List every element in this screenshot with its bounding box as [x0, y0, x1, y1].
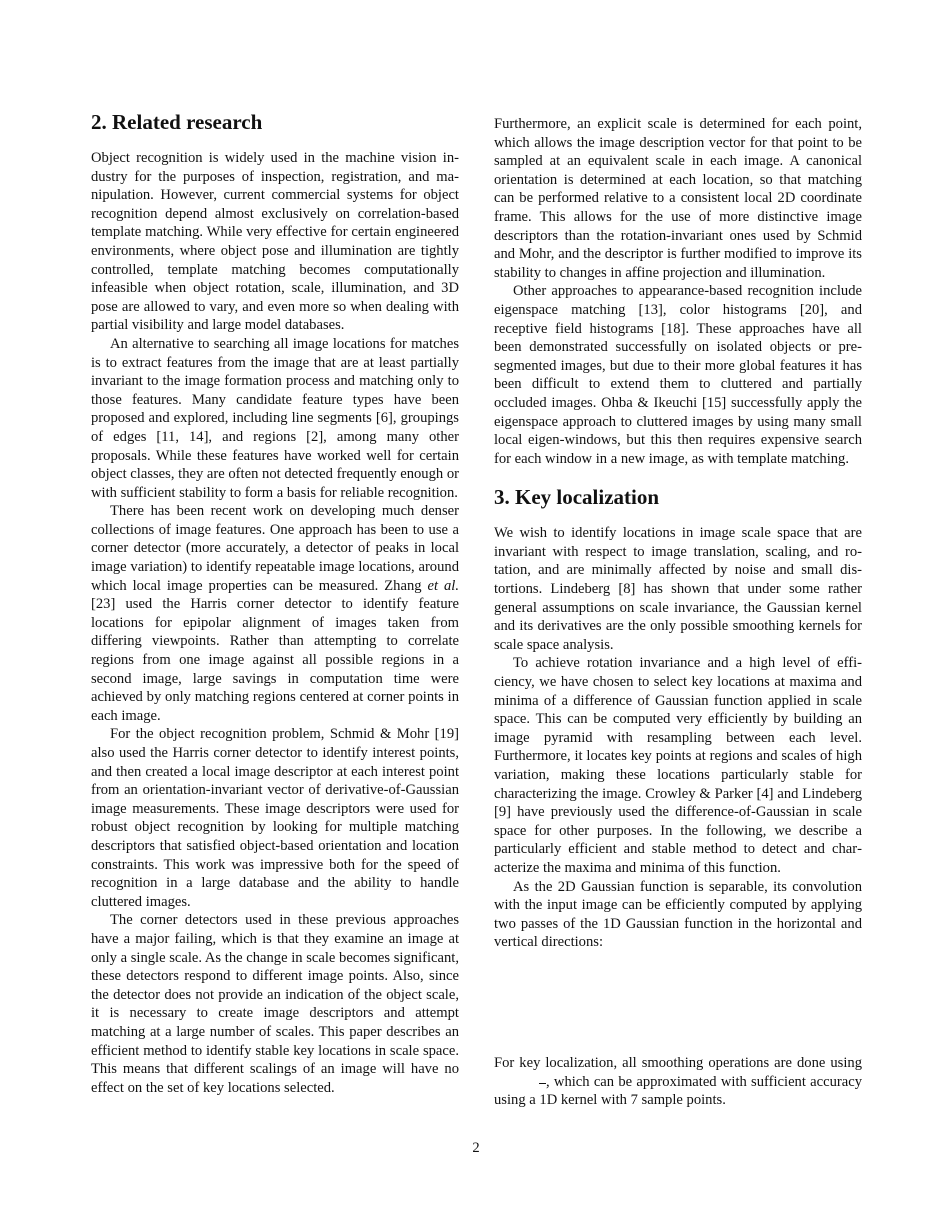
paragraph-object-recognition: Object recognition is widely used in the machine vision industry for the purposes of inspection, registration, and manipulation. However, current commercial systems for object recognition depend almost exclusively on correlation-based template matching. While very effective for certain engineered environments, where object pose and illumination are tightly controlled, template matching becomes computationally infeasible when object rotation, scale, illumination, and 3D pose are allowed to vary, and even more so when dealing with partial visibility and large model databases. — [91, 150, 459, 334]
equation-placeholder — [494, 952, 862, 1054]
dense-features-text: There has been recent work on developing much denser collections of image features. One approach has been to use a corner detector (more accurately, a detector of peaks in local image variation) to identify repeatable image locations, around which local image properties can be measured. — [91, 503, 459, 594]
section-3-heading: 3. Key localization — [494, 485, 660, 510]
section-2-heading: 2. Related research — [91, 110, 263, 134]
paragraph-corner-detectors: The corner detectors used in these previous approaches have a major failing, which is that they examine an image at only a single scale. As the change in scale becomes significant, these detectors respond to different image points. Also, since the detector does not provide an indication of the object scale, it is necessary to create image descriptors and attempt matching at a large number of scales. This paper describes an efficient method to identify stable key locations in scale space. This means that different scalings of an image will have no effect on the set of key locations selected. — [91, 912, 459, 1096]
paragraph-rotation-invariance: To achieve rotation invariance and a high level of efficiency, we have chosen to select key locations at maxima and minima of a difference of Gaussian function applied in scale space. This can be computed very efficiently by building an image pyramid with resampling between each level. Furthermore, it locates key points at regions and scales of high variation, making these locations particularly stable for characterizing the image. Crowley & Parker [4] and Lindeberg [9] have previously used the difference-of-Gaussian in scale space for other purposes. In the following, we describe a particularly efficient and stable method to detect and characterize the maxima and minima of this function. — [494, 655, 862, 876]
key-localization-lead: For key localization, all smoothing operations are done using — [494, 1054, 862, 1071]
et-al: et al. — [427, 577, 459, 594]
right-column — [494, 115, 862, 1110]
page-number: 2 — [472, 1140, 480, 1156]
paragraph-scale-space: We wish to identify locations in image scale space that are invariant with respect to image translation, scaling, and rotation, and are minimally affected by noise and small distortions. Lindeberg [8] has shown that under some rather general assumptions on scale invariance, the Gaussian kernel and its derivatives are the only possible smoothing kernels for scale space analysis. — [494, 525, 862, 653]
paragraph-separable-gaussian: As the 2D Gaussian function is separable, its convolution with the input image can be efficiently computed by applying two passes of the 1D Gaussian function in the horizontal and vertical directions: — [494, 878, 862, 951]
zhang-rest: [23] used the Harris corner detector to identify feature locations for epipolar alignment of images taken from differing viewpoints. Rather than attempting to correlate regions from one image against all possible regions in a second image, large savings in computation time were achieved by only matching regions centered at corner points in each image. — [91, 596, 459, 724]
zhang-lead: Zhang — [384, 577, 428, 594]
key-localization-rest: , which can be approximated with sufficient accuracy using a 1D kernel with 7 sample points. — [494, 1073, 862, 1109]
paragraph-alternative-features: An alternative to searching all image locations for matches is to extract features from the image that are at least partially invariant to the image formation process and matching only to those features. Many candidate feature types have been proposed and explored, including line segments [6], groupings of edges [11, 14], and regions [2], among many other proposals. While these features have worked well for certain object classes, they are often not detected frequently enough or with sufficient stability to form a basis for reliable recognition. — [91, 335, 459, 501]
paragraph-key-localization — [494, 1054, 862, 1110]
paragraph-dense-features — [91, 502, 459, 725]
paragraph-other-approaches: Other approaches to appearance-based recognition include eigenspace matching [13], color histograms [20], and receptive field histograms [18]. These approaches have all been demonstrated successfully on isolated objects or pre-segmented images, but due to their more global features it has been difficult to extend them to cluttered and partially occluded images. Ohba & Ikeuchi [15] successfully apply the eigenspace approach to cluttered images by using many small local eigen-windows, but this then requires expensive search for each window in a new image, as with template matching. — [494, 283, 862, 467]
paragraph-schmid-mohr: For the object recognition problem, Schmid & Mohr [19] also used the Harris corner detector to identify interest points, and then created a local image descriptor at each interest point from an orientation-invariant vector of derivative-of-Gaussian image measurements. These image descriptors were used for robust object recognition by looking for multiple matching descriptors that satisfied object-based orientation and location constraints. This work was impressive both for the speed of recognition in a large database and the ability to handle cluttered images. — [91, 726, 459, 910]
paragraph-explicit-scale: Furthermore, an explicit scale is determined for each point, which allows the image description vector for that point to be sampled at an equivalent scale in each image. A canonical orientation is determined at each location, so that matching can be performed relative to a consistent local 2D coordinate frame. This allows for the use of more distinctive image descriptors than the rotation-invariant ones used by Schmid and Mohr, and the descriptor is further modified to improve its stability to changes in affine projection and illumination. — [494, 116, 862, 281]
left-column — [91, 104, 459, 1097]
